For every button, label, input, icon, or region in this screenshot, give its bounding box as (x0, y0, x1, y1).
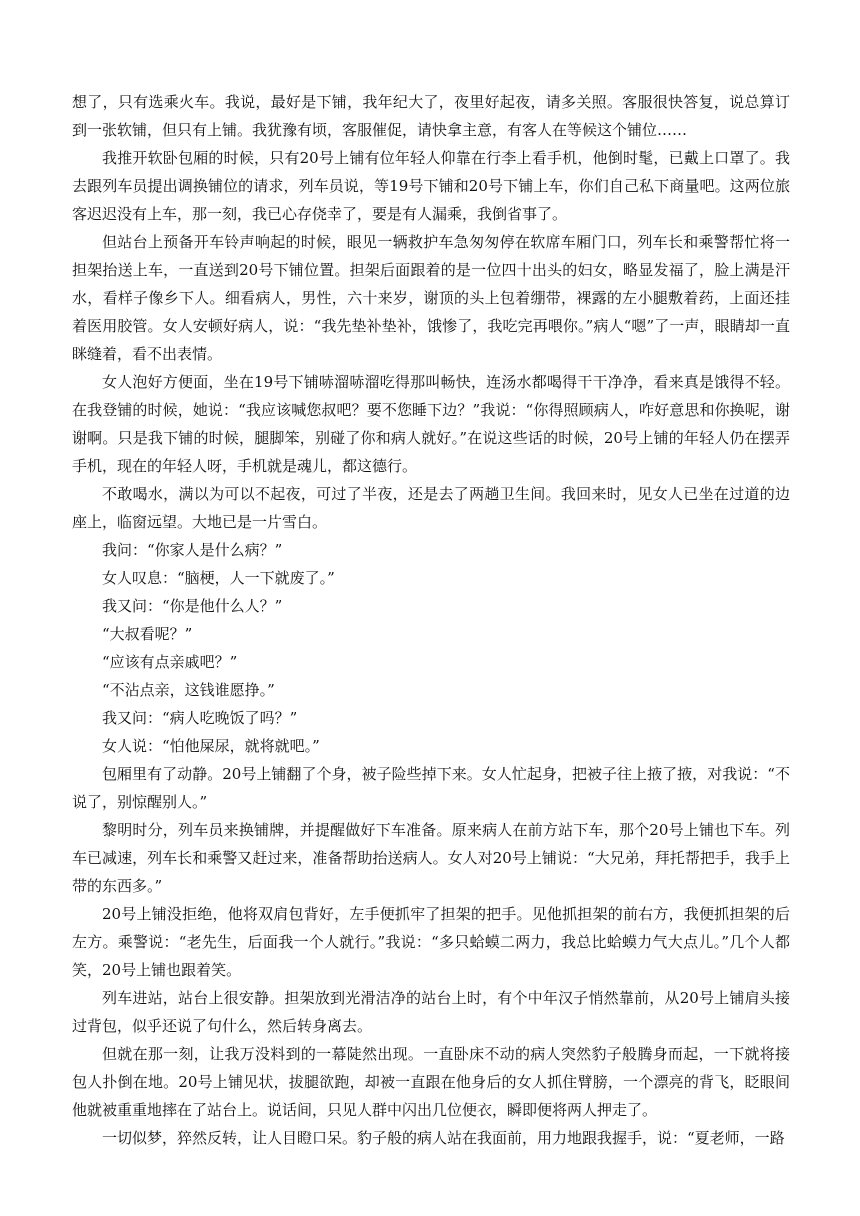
paragraph-15: 黎明时分，列车员来换铺牌，并提醒做好下车准备。原来病人在前方站下车，那个20号上铺也下车。列车已减速，列车长和乘警又赶过来，准备帮助抬送病人。女人对20号上铺说：“大兄弟，拜托帮把手，我手上带的东西多。” (72, 821, 790, 895)
paragraph-19: 一切似梦，猝然反转，让人目瞪口呆。豹子般的病人站在我面前，用力地跟我握手，说：“夏老师，一路 (102, 1129, 785, 1147)
paragraph-18: 但就在那一刻，让我万没料到的一幕陡然出现。一直卧床不动的病人突然豹子般腾身而起，一下就将接包人扑倒在地。20号上铺见状，拔腿欲跑，却被一直跟在他身后的女人抓住臂膀，一个漂亮的背飞，眨眼间他就被重重地摔在了站台上。说话间，只见人群中闪出几位便衣，瞬即便将两人押走了。 (72, 1045, 790, 1119)
dialogue-line: 我问：“你家人是什么病？” (102, 541, 283, 559)
dialogue-line: “大叔看呢？” (102, 625, 193, 643)
paragraph-1: 想了，只有选乘火车。我说，最好是下铺，我年纪大了，夜里好起夜，请多关照。客服很快答复，说总算订到一张软铺，但只有上铺。我犹豫有顷，客服催促，请快拿主意，有客人在等候这个铺位…… (72, 93, 790, 139)
dialogue-line: “应该有点亲戚吧？” (102, 653, 238, 671)
dialogue-line: 我又问：“病人吃晚饭了吗？” (102, 709, 298, 727)
paragraph-17: 列车进站，站台上很安静。担架放到光滑洁净的站台上时，有个中年汉子悄然靠前，从20号上铺肩头接过背包，似乎还说了句什么，然后转身离去。 (72, 989, 790, 1035)
paragraph-16: 20号上铺没拒绝，他将双肩包背好，左手便抓牢了担架的把手。见他抓担架的前右方，我便抓担架的后左方。乘警说：“老先生，后面我一个人就行。”我说：“多只蛤蟆二两力，我总比蛤蟆力气大点儿。”几个人都笑，20号上铺也跟着笑。 (72, 905, 790, 979)
paragraph-4: 女人泡好方便面，坐在19号下铺哧溜哧溜吃得那叫畅快，连汤水都喝得干干净净，看来真是饿得不轻。在我登铺的时候，她说：“我应该喊您叔吧？要不您睡下边？”我说：“你得照顾病人，咋好意思和你换呢，谢谢啊。只是我下铺的时候，腿脚笨，别碰了你和病人就好。”在说这些话的时候，20号上铺的年轻人仍在摆弄手机，现在的年轻人呀，手机就是魂儿，都这德行。 (72, 373, 790, 475)
dialogue-line: 女人说：“怕他屎尿，就将就吧。” (102, 737, 320, 755)
dialogue-line: “不沾点亲，这钱谁愿挣。” (102, 681, 275, 699)
paragraph-14: 包厢里有了动静。20号上铺翻了个身，被子险些掉下来。女人忙起身，把被子往上掖了掖，对我说：“不说了，别惊醒别人。” (72, 765, 790, 811)
article-body (72, 88, 790, 1152)
dialogue-line: 女人叹息：“脑梗，人一下就废了。” (102, 569, 335, 587)
paragraph-3: 但站台上预备开车铃声响起的时候，眼见一辆救护车急匆匆停在软席车厢门口，列车长和乘警帮忙将一担架抬送上车，一直送到20号下铺位置。担架后面跟着的是一位四十出头的妇女，略显发福了，脸上满是汗水，看样子像乡下人。细看病人，男性，六十来岁，谢顶的头上包着绷带，裸露的左小腿敷着药，上面还挂着医用胶管。女人安顿好病人，说：“我先垫补垫补，饿惨了，我吃完再喂你。”病人“嗯”了一声，眼睛却一直眯缝着，看不出表情。 (72, 233, 790, 363)
paragraph-5: 不敢喝水，满以为可以不起夜，可过了半夜，还是去了两趟卫生间。我回来时，见女人已坐在过道的边座上，临窗远望。大地已是一片雪白。 (72, 485, 790, 531)
paragraph-2: 我推开软卧包厢的时候，只有20号上铺有位年轻人仰靠在行李上看手机，他倒时髦，已戴上口罩了。我去跟列车员提出调换铺位的请求，列车员说，等19号下铺和20号下铺上车，你们自己私下商量吧。这两位旅客迟迟没有上车，那一刻，我已心存侥幸了，要是有人漏乘，我倒省事了。 (72, 149, 790, 223)
dialogue-line: 我又问：“你是他什么人？” (102, 597, 283, 615)
